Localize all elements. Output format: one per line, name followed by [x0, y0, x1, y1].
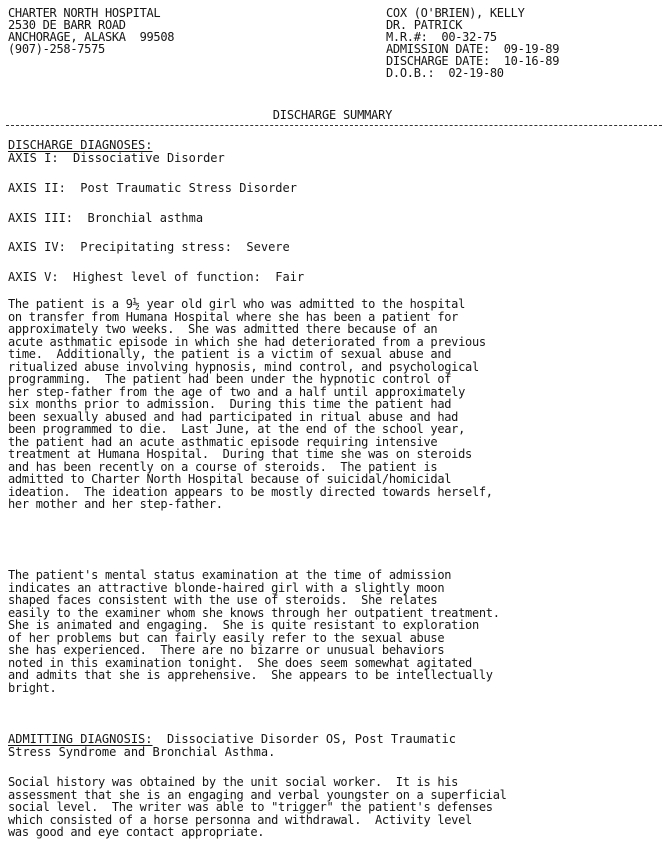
paragraph-line: The patient is a 9½ year old girl who was admitted to the hospital [8, 297, 466, 311]
axis-5: AXIS V: Highest level of function: Fair [8, 270, 305, 284]
axis-2: AXIS II: Post Traumatic Stress Disorder [8, 181, 297, 195]
paragraph-line: of her problems but can fairly easily refer to the sexual abuse [8, 630, 445, 645]
paragraph-line: assessment that she is an engaging and verbal youngster on a superficial [8, 787, 507, 802]
hospital-street: 2530 DE BARR ROAD [8, 18, 126, 32]
paragraph-line: indicates an attractive blonde-haired girl with a slightly moon [8, 580, 445, 595]
admission-date: ADMISSION DATE: 09-19-89 [386, 42, 560, 56]
divider [6, 125, 662, 126]
paragraph-line: she has experienced. There are no bizarre or unusual behaviors [8, 643, 445, 657]
paragraph-line: shaped faces consistent with the use of steroids. She relates [8, 593, 438, 607]
hospital-phone: (907)-258-7575 [8, 42, 105, 56]
paragraph-line: social level. The writer was able to "trigger" the patient's defenses [8, 800, 493, 814]
date-of-birth: D.O.B.: 02-19-80 [386, 66, 504, 80]
hospital-address-block [8, 7, 174, 55]
paragraph-line: the patient had an acute asthmatic episode requiring intensive [8, 434, 438, 449]
paragraph-line: and admits that she is apprehensive. She appears to be intellectually [8, 668, 493, 682]
paragraph-line: admitted to Charter North Hospital because of suicidal/homicidal [8, 472, 452, 486]
patient-name: COX (O'BRIEN), KELLY [386, 6, 525, 20]
paragraph-line: six months prior to admission. During this time the patient had [8, 397, 452, 411]
admitting-diagnosis-line [8, 733, 456, 745]
medical-record-number: M.R.#: 00-32-75 [386, 30, 497, 44]
discharge-diagnoses-heading [8, 139, 153, 151]
patient-info-block [386, 7, 559, 79]
discharge-date: DISCHARGE DATE: 10-16-89 [386, 54, 560, 68]
axis-4: AXIS IV: Precipitating stress: Severe [8, 240, 290, 254]
social-history-paragraph [8, 776, 664, 839]
admitting-diagnosis-heading: ADMITTING DIAGNOSIS: [8, 732, 153, 746]
paragraph-line: was good and eye contact appropriate. [8, 825, 265, 839]
hospital-city: ANCHORAGE, ALASKA 99508 [8, 30, 175, 44]
axis-1: AXIS I: Dissociative Disorder [8, 151, 225, 165]
admitting-diagnosis-text: Dissociative Disorder OS, Post Traumatic [152, 732, 456, 746]
paragraph-line: noted in this examination tonight. She does seem somewhat agitated [8, 655, 472, 670]
paragraph-line: easily to the examiner whom she knows through her outpatient treatment. [8, 605, 500, 620]
paragraph-line: on transfer from Humana Hospital where she has been a patient for [8, 309, 459, 324]
document-title: DISCHARGE SUMMARY [272, 108, 393, 122]
paragraph-line: bright. [8, 680, 57, 695]
paragraph-line: which consisted of a horse personna and withdrawal. Activity level [8, 812, 472, 827]
paragraph-line: been sexually abused and had participated in ritual abuse and had [8, 409, 459, 424]
paragraph-line: and has been recently on a course of steroids. The patient is [8, 459, 438, 474]
paragraph-line: She is animated and engaging. She is quite resistant to exploration [8, 618, 479, 632]
paragraph-line: time. Additionally, the patient is a victim of sexual abuse and [8, 347, 452, 361]
paragraph-line: been programmed to die. Last June, at the end of the school year, [8, 422, 466, 436]
history-paragraph [8, 298, 664, 511]
doctor-name: DR. PATRICK [386, 18, 463, 32]
paragraph-line: approximately two weeks. She was admitted there because of an [8, 322, 438, 336]
paragraph-line: ideation. The ideation appears to be mostly directed towards herself, [8, 484, 493, 499]
discharge-diagnoses-label: DISCHARGE DIAGNOSES: [8, 138, 153, 152]
admitting-diagnosis-continuation: Stress Syndrome and Bronchial Asthma. [8, 745, 276, 759]
paragraph-line: programming. The patient had been under the hypnotic control of [8, 372, 452, 386]
paragraph-line: acute asthmatic episode in which she had deteriorated from a previous [8, 334, 486, 349]
hospital-name: CHARTER NORTH HOSPITAL [8, 6, 161, 20]
paragraph-line: treatment at Humana Hospital. During that time she was on steroids [8, 447, 472, 461]
paragraph-line: her mother and her step-father. [8, 497, 223, 511]
paragraph-line: ritualized abuse involving hypnosis, mind control, and psychological [8, 359, 479, 374]
paragraph-line: Social history was obtained by the unit social worker. It is his [8, 775, 459, 789]
axis-3: AXIS III: Bronchial asthma [8, 211, 204, 225]
paragraph-line: The patient's mental status examination at the time of admission [8, 568, 452, 582]
mental-status-paragraph [8, 569, 664, 694]
paragraph-line: her step-father from the age of two and a half until approximately [8, 384, 466, 399]
